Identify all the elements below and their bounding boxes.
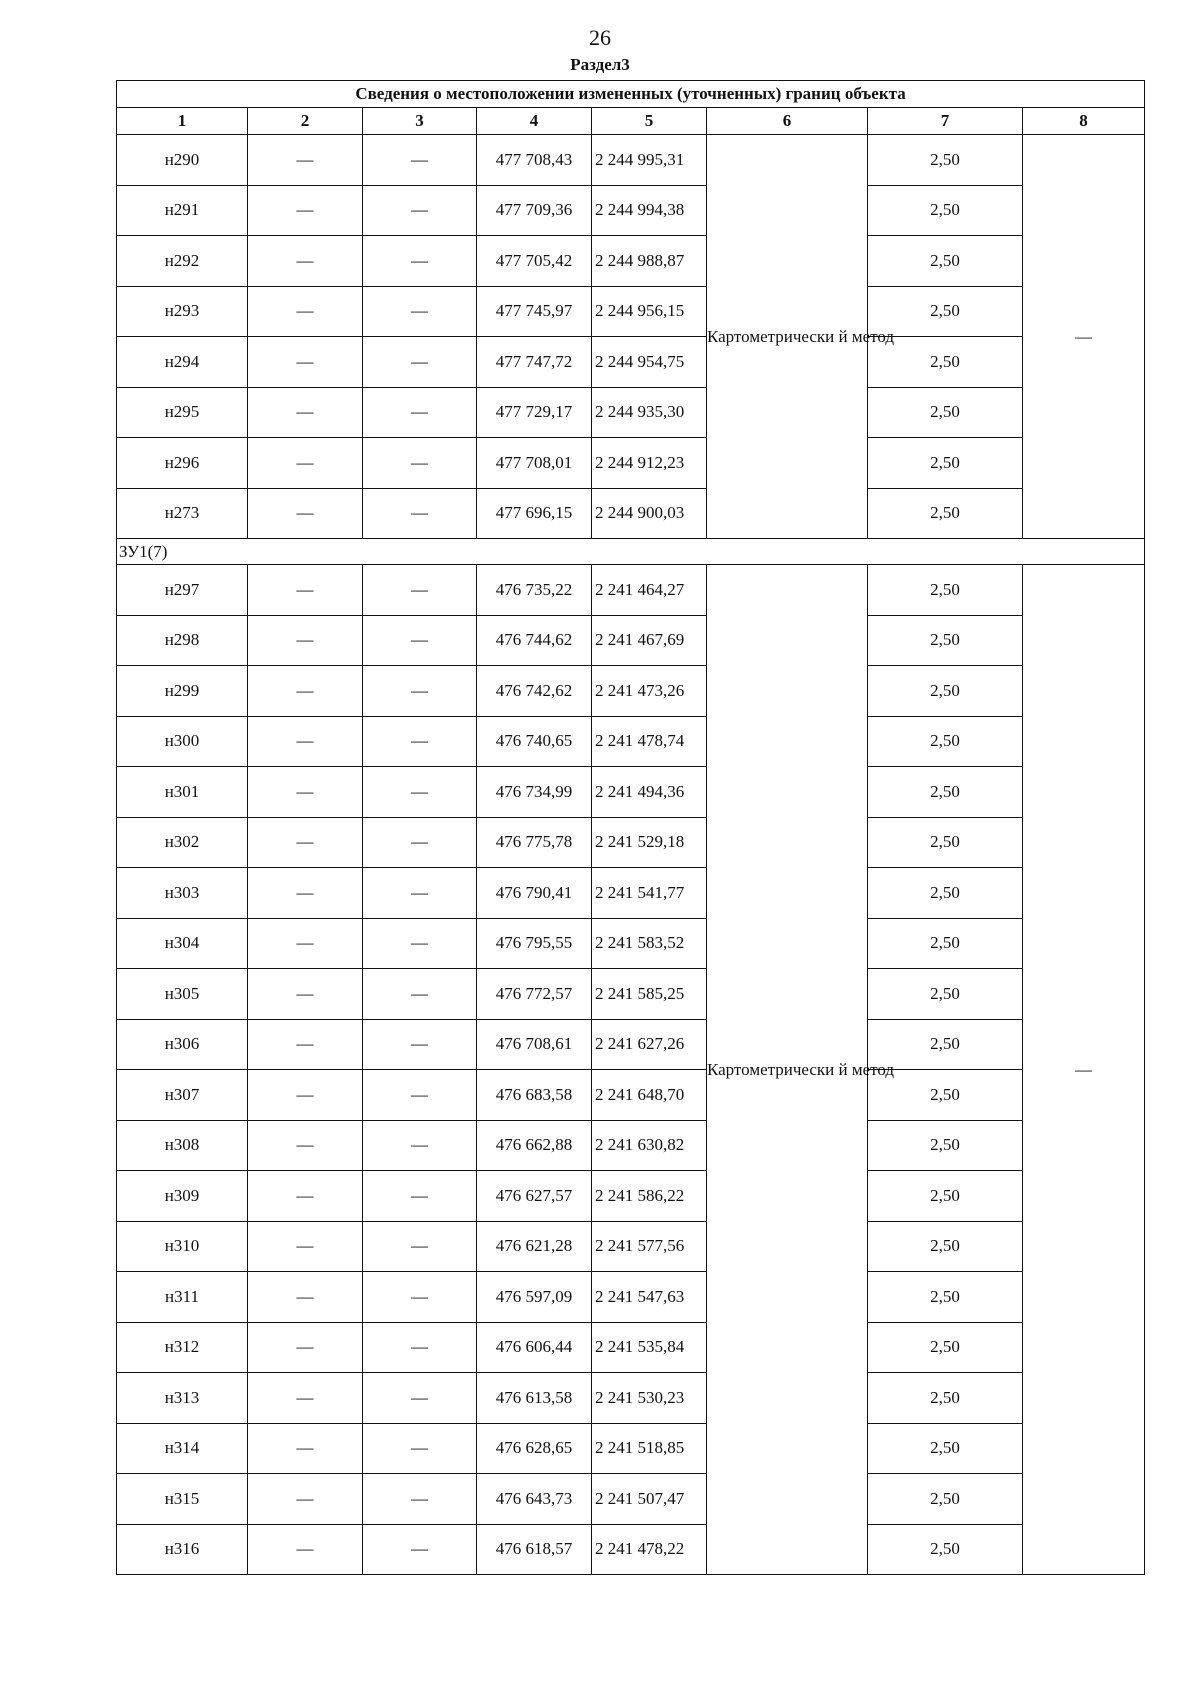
x-coordinate-cell: 476 613,58 [477,1373,592,1424]
y-coordinate-cell: 2 241 535,84 [592,1322,707,1373]
col3-cell: — [363,1474,477,1525]
table-row [117,1373,1145,1424]
page-number: 26 [589,25,611,50]
table-row [117,1524,1145,1575]
table-row [117,286,1145,337]
col3-cell: — [363,1171,477,1222]
col3-cell: — [363,1221,477,1272]
method-cell: Картометрически й метод [707,565,868,1575]
y-coordinate-cell: 2 241 464,27 [592,565,707,616]
col3-cell: — [363,1070,477,1121]
table-row [117,918,1145,969]
point-name-cell: н314 [117,1423,248,1474]
accuracy-cell: 2,50 [868,615,1023,666]
col2-cell: — [248,1423,363,1474]
point-name-cell: н298 [117,615,248,666]
accuracy-cell: 2,50 [868,1373,1023,1424]
col2-cell: — [248,387,363,438]
y-coordinate-cell: 2 241 577,56 [592,1221,707,1272]
point-name-cell: н299 [117,666,248,717]
x-coordinate-cell: 476 618,57 [477,1524,592,1575]
y-coordinate-cell: 2 241 518,85 [592,1423,707,1474]
point-name-cell: н300 [117,716,248,767]
y-coordinate-cell: 2 241 648,70 [592,1070,707,1121]
col3-cell: — [363,1019,477,1070]
y-coordinate-cell: 2 241 478,22 [592,1524,707,1575]
col3-cell: — [363,767,477,818]
x-coordinate-cell: 476 683,58 [477,1070,592,1121]
point-name-cell: н307 [117,1070,248,1121]
accuracy-cell: 2,50 [868,666,1023,717]
accuracy-cell: 2,50 [868,1322,1023,1373]
x-coordinate-cell: 476 740,65 [477,716,592,767]
y-coordinate-cell: 2 241 473,26 [592,666,707,717]
accuracy-cell: 2,50 [868,135,1023,186]
table-row [117,1221,1145,1272]
accuracy-cell: 2,50 [868,565,1023,616]
col2-cell: — [248,1322,363,1373]
x-coordinate-cell: 476 708,61 [477,1019,592,1070]
col2-cell: — [248,135,363,186]
point-name-cell: н309 [117,1171,248,1222]
accuracy-cell: 2,50 [868,918,1023,969]
point-name-cell: н273 [117,488,248,539]
table-row [117,565,1145,616]
point-name-cell: н315 [117,1474,248,1525]
col2-cell: — [248,1120,363,1171]
col2-cell: — [248,286,363,337]
y-coordinate-cell: 2 244 994,38 [592,185,707,236]
col2-cell: — [248,488,363,539]
y-coordinate-cell: 2 241 547,63 [592,1272,707,1323]
col2-cell: — [248,1070,363,1121]
col2-cell: — [248,666,363,717]
accuracy-cell: 2,50 [868,1524,1023,1575]
col3-cell: — [363,1373,477,1424]
col3-cell: — [363,337,477,388]
column-header: 1 [117,108,248,135]
x-coordinate-cell: 477 696,15 [477,488,592,539]
accuracy-cell: 2,50 [868,236,1023,287]
x-coordinate-cell: 476 621,28 [477,1221,592,1272]
point-name-cell: н304 [117,918,248,969]
col2-cell: — [248,1524,363,1575]
y-coordinate-cell: 2 241 467,69 [592,615,707,666]
col2-cell: — [248,969,363,1020]
col2-cell: — [248,1272,363,1323]
col2-cell: — [248,185,363,236]
point-name-cell: н291 [117,185,248,236]
col2-cell: — [248,1474,363,1525]
x-coordinate-cell: 476 734,99 [477,767,592,818]
boundary-coordinates-table [116,80,1145,1575]
x-coordinate-cell: 476 742,62 [477,666,592,717]
x-coordinate-cell: 477 709,36 [477,185,592,236]
column-header: 6 [707,108,868,135]
point-name-cell: н306 [117,1019,248,1070]
col3-cell: — [363,1272,477,1323]
accuracy-cell: 2,50 [868,969,1023,1020]
table-row [117,337,1145,388]
accuracy-cell: 2,50 [868,337,1023,388]
point-name-cell: н305 [117,969,248,1020]
point-name-cell: н311 [117,1272,248,1323]
accuracy-cell: 2,50 [868,286,1023,337]
accuracy-cell: 2,50 [868,767,1023,818]
point-name-cell: н293 [117,286,248,337]
y-coordinate-cell: 2 241 586,22 [592,1171,707,1222]
table-row [117,1120,1145,1171]
y-coordinate-cell: 2 241 507,47 [592,1474,707,1525]
col3-cell: — [363,488,477,539]
col2-cell: — [248,1019,363,1070]
column-header: 7 [868,108,1023,135]
col3-cell: — [363,387,477,438]
table-row [117,1019,1145,1070]
x-coordinate-cell: 476 606,44 [477,1322,592,1373]
x-coordinate-cell: 477 708,43 [477,135,592,186]
accuracy-cell: 2,50 [868,868,1023,919]
y-coordinate-cell: 2 241 627,26 [592,1019,707,1070]
point-name-cell: н295 [117,387,248,438]
col8-cell: — [1023,565,1145,1575]
col3-cell: — [363,1322,477,1373]
col3-cell: — [363,969,477,1020]
col2-cell: — [248,716,363,767]
col3-cell: — [363,1423,477,1474]
table-row [117,1171,1145,1222]
y-coordinate-cell: 2 241 583,52 [592,918,707,969]
point-name-cell: н316 [117,1524,248,1575]
accuracy-cell: 2,50 [868,387,1023,438]
group-label: ЗУ1(7) [117,539,1145,565]
point-name-cell: н310 [117,1221,248,1272]
y-coordinate-cell: 2 241 541,77 [592,868,707,919]
accuracy-cell: 2,50 [868,1272,1023,1323]
x-coordinate-cell: 476 790,41 [477,868,592,919]
table-row [117,817,1145,868]
col2-cell: — [248,438,363,489]
table-row [117,1322,1145,1373]
y-coordinate-cell: 2 241 530,23 [592,1373,707,1424]
y-coordinate-cell: 2 241 630,82 [592,1120,707,1171]
accuracy-cell: 2,50 [868,1221,1023,1272]
col2-cell: — [248,1373,363,1424]
x-coordinate-cell: 476 627,57 [477,1171,592,1222]
x-coordinate-cell: 476 735,22 [477,565,592,616]
table-row [117,666,1145,717]
accuracy-cell: 2,50 [868,1070,1023,1121]
x-coordinate-cell: 476 643,73 [477,1474,592,1525]
table-row [117,438,1145,489]
section-title: Раздел3 [570,55,630,74]
col3-cell: — [363,817,477,868]
col3-cell: — [363,918,477,969]
col3-cell: — [363,185,477,236]
accuracy-cell: 2,50 [868,1423,1023,1474]
col2-cell: — [248,1221,363,1272]
y-coordinate-cell: 2 241 585,25 [592,969,707,1020]
table-row [117,1272,1145,1323]
col3-cell: — [363,666,477,717]
col3-cell: — [363,716,477,767]
col3-cell: — [363,286,477,337]
accuracy-cell: 2,50 [868,1474,1023,1525]
accuracy-cell: 2,50 [868,1171,1023,1222]
table-row [117,488,1145,539]
y-coordinate-cell: 2 244 956,15 [592,286,707,337]
y-coordinate-cell: 2 244 988,87 [592,236,707,287]
x-coordinate-cell: 476 662,88 [477,1120,592,1171]
table-row [117,387,1145,438]
table-row [117,135,1145,186]
col2-cell: — [248,868,363,919]
col2-cell: — [248,817,363,868]
column-header: 2 [248,108,363,135]
accuracy-cell: 2,50 [868,438,1023,489]
x-coordinate-cell: 477 729,17 [477,387,592,438]
x-coordinate-cell: 476 628,65 [477,1423,592,1474]
table-row [117,716,1145,767]
col8-cell: — [1023,135,1145,539]
point-name-cell: н290 [117,135,248,186]
col3-cell: — [363,438,477,489]
table-row [117,868,1145,919]
point-name-cell: н312 [117,1322,248,1373]
y-coordinate-cell: 2 241 478,74 [592,716,707,767]
group-label-row [117,539,1145,565]
table-row [117,1070,1145,1121]
col3-cell: — [363,565,477,616]
point-name-cell: н294 [117,337,248,388]
point-name-cell: н297 [117,565,248,616]
x-coordinate-cell: 476 795,55 [477,918,592,969]
column-header: 3 [363,108,477,135]
y-coordinate-cell: 2 244 912,23 [592,438,707,489]
x-coordinate-cell: 476 772,57 [477,969,592,1020]
table-row [117,615,1145,666]
accuracy-cell: 2,50 [868,817,1023,868]
point-name-cell: н313 [117,1373,248,1424]
col2-cell: — [248,918,363,969]
accuracy-cell: 2,50 [868,185,1023,236]
point-name-cell: н308 [117,1120,248,1171]
y-coordinate-cell: 2 244 954,75 [592,337,707,388]
col2-cell: — [248,337,363,388]
point-name-cell: н292 [117,236,248,287]
col3-cell: — [363,615,477,666]
col2-cell: — [248,236,363,287]
col3-cell: — [363,868,477,919]
accuracy-cell: 2,50 [868,1120,1023,1171]
accuracy-cell: 2,50 [868,488,1023,539]
point-name-cell: н301 [117,767,248,818]
col2-cell: — [248,615,363,666]
col3-cell: — [363,135,477,186]
column-header: 5 [592,108,707,135]
col3-cell: — [363,1524,477,1575]
y-coordinate-cell: 2 244 995,31 [592,135,707,186]
y-coordinate-cell: 2 241 529,18 [592,817,707,868]
table-body [117,135,1145,1575]
accuracy-cell: 2,50 [868,1019,1023,1070]
x-coordinate-cell: 477 747,72 [477,337,592,388]
column-header: 4 [477,108,592,135]
x-coordinate-cell: 476 775,78 [477,817,592,868]
col3-cell: — [363,236,477,287]
col2-cell: — [248,565,363,616]
col2-cell: — [248,1171,363,1222]
point-name-cell: н296 [117,438,248,489]
x-coordinate-cell: 477 745,97 [477,286,592,337]
x-coordinate-cell: 477 705,42 [477,236,592,287]
table-row [117,1423,1145,1474]
table-row [117,1474,1145,1525]
col3-cell: — [363,1120,477,1171]
column-header: 8 [1023,108,1145,135]
table-row [117,767,1145,818]
table-row [117,236,1145,287]
table-row [117,969,1145,1020]
x-coordinate-cell: 476 744,62 [477,615,592,666]
col2-cell: — [248,767,363,818]
method-cell: Картометрически й метод [707,135,868,539]
y-coordinate-cell: 2 244 900,03 [592,488,707,539]
table-caption: Сведения о местоположении измененных (уточненных) границ объекта [117,81,1145,108]
y-coordinate-cell: 2 244 935,30 [592,387,707,438]
x-coordinate-cell: 476 597,09 [477,1272,592,1323]
y-coordinate-cell: 2 241 494,36 [592,767,707,818]
x-coordinate-cell: 477 708,01 [477,438,592,489]
accuracy-cell: 2,50 [868,716,1023,767]
table-row [117,185,1145,236]
point-name-cell: н303 [117,868,248,919]
point-name-cell: н302 [117,817,248,868]
